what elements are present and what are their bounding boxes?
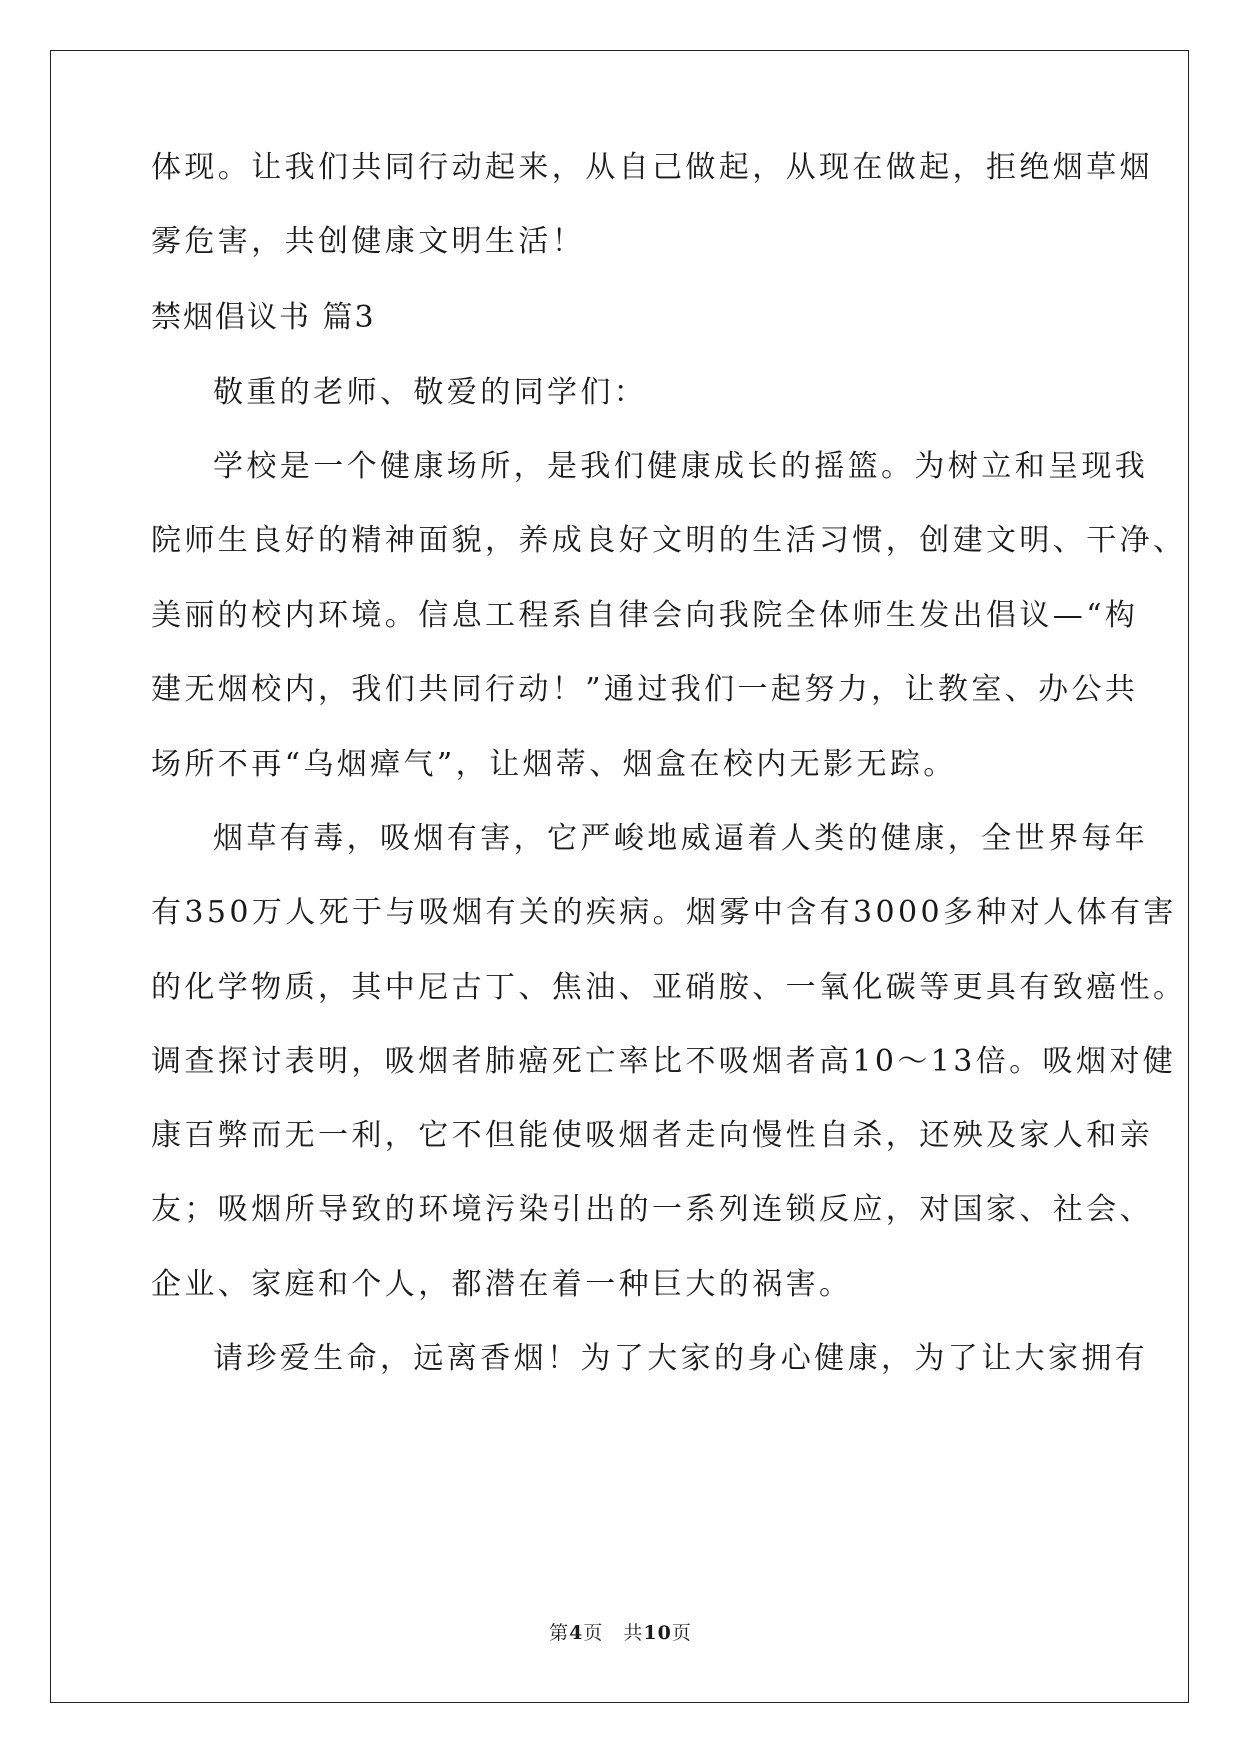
page-footer bbox=[0, 1621, 1241, 1645]
body-line-1: 体现。让我们共同行动起来，从自己做起，从现在做起，拒绝烟草烟 bbox=[151, 150, 1153, 185]
footer-total-suffix: 页 bbox=[671, 1622, 692, 1644]
body-line-5: 学校是一个健康场所，是我们健康成长的摇篮。为树立和呈现我 bbox=[213, 449, 1149, 484]
body-line-2: 雾危害，共创健康文明生活！ bbox=[151, 224, 586, 259]
body-line-9: 场所不再“乌烟瘴气”，让烟蒂、烟盒在校内无影无踪。 bbox=[151, 747, 957, 782]
body-line-16: 企业、家庭和个人，都潜在着一种巨大的祸害。 bbox=[151, 1267, 853, 1302]
body-line-7: 美丽的校内环境。信息工程系自律会向我院全体师生发出倡议—“构 bbox=[151, 598, 1139, 633]
salutation: 敬重的老师、敬爱的同学们： bbox=[213, 375, 648, 410]
body-line-6: 院师生良好的精神面貌，养成良好文明的生活习惯，创建文明、干净、 bbox=[151, 523, 1187, 558]
footer-page-prefix: 第 bbox=[549, 1622, 570, 1644]
footer-total-prefix: 共 bbox=[623, 1622, 644, 1644]
body-line-10: 烟草有毒，吸烟有害，它严峻地威逼着人类的健康，全世界每年 bbox=[213, 821, 1149, 856]
body-line-12: 的化学物质，其中尼古丁、焦油、亚硝胺、一氧化碳等更具有致癌性。 bbox=[151, 970, 1187, 1005]
body-line-15: 友；吸烟所导致的环境污染引出的一系列连锁反应，对国家、社会、 bbox=[151, 1192, 1153, 1227]
footer-page-number: 4 bbox=[569, 1622, 584, 1644]
footer-page-suffix: 页 bbox=[583, 1622, 604, 1644]
body-line-17: 请珍爱生命，远离香烟！为了大家的身心健康，为了让大家拥有 bbox=[213, 1341, 1149, 1376]
body-line-8: 建无烟校内，我们共同行动！”通过我们一起努力，让教室、办公共 bbox=[151, 672, 1139, 707]
footer-total-pages: 10 bbox=[643, 1622, 672, 1644]
body-line-14: 康百弊而无一利，它不但能使吸烟者走向慢性自杀，还殃及家人和亲 bbox=[151, 1118, 1153, 1153]
body-line-13: 调查探讨表明，吸烟者肺癌死亡率比不吸烟者高10～13倍。吸烟对健 bbox=[151, 1044, 1177, 1079]
section-title: 禁烟倡议书 篇3 bbox=[151, 300, 376, 335]
body-line-11: 有350万人死于与吸烟有关的疾病。烟雾中含有3000多种对人体有害 bbox=[151, 895, 1177, 930]
